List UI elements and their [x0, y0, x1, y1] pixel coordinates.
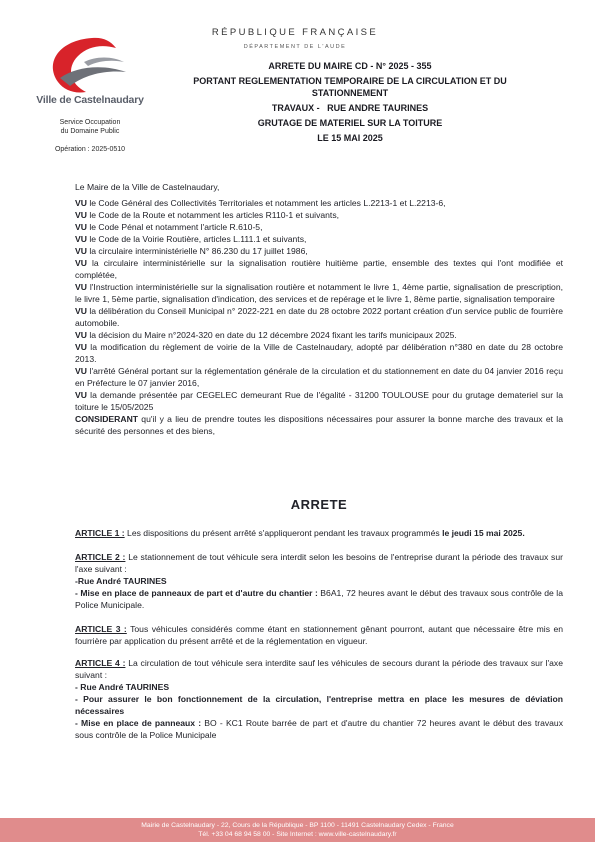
travaux-line: TRAVAUX - RUE ANDRE TAURINES [271, 103, 429, 113]
vu-item [75, 197, 563, 209]
republique-francaise: RÉPUBLIQUE FRANÇAISE [211, 27, 379, 38]
vu-item-text: le Code Général des Collectivités Territoriales et notamment les articles L.2213-1 et L.2213-6, [86, 198, 446, 208]
vu-item-lead: VU [75, 366, 87, 376]
vu-item-text: la circulaire interministérielle sur la signalisation routière huitième partie, ensemble des textes qui l'ont modifiée et complétée, [75, 258, 563, 280]
vu-item-lead: VU [75, 198, 87, 208]
article-2-text: Le stationnement de tout véhicule sera interdit selon les besoins de l'entreprise durant la période des travaux sur l'axe suivant : [75, 552, 563, 574]
vu-list [75, 197, 563, 437]
town-name: Ville de Castelnaudary [36, 94, 144, 106]
article-1-date: le jeudi 15 mai 2025. [442, 528, 525, 538]
arrete-number: ARRETE DU MAIRE CD - N° 2025 - 355 [268, 61, 432, 71]
vu-item-text: qu'il y a lieu de prendre toutes les dispositions nécessaires pour assurer la bonne marche des travaux et la sécurité des personnes et des biens, [75, 414, 563, 436]
service-line-2: du Domaine Public [60, 128, 120, 135]
article-2-street: -Rue André TAURINES [75, 576, 167, 586]
service-line-1: Service Occupation [59, 119, 121, 126]
vu-item [75, 413, 563, 437]
grutage-line: GRUTAGE DE MATERIEL SUR LA TOITURE [257, 118, 443, 128]
article-4-panels-text: BO - KC1 Route barrée de part et d'autre du chantier 72 heures avant le début des travaux sous contrôle de la Police Municipale [75, 718, 563, 740]
vu-item [75, 365, 563, 389]
article-4-text: La circulation de tout véhicule sera interdite sauf les véhicules de secours durant la période des travaux sur l'axe suivant : [75, 658, 563, 680]
articles [75, 527, 563, 741]
vu-item-lead: VU [75, 330, 87, 340]
vu-item-text: le Code de la Route et notamment les articles R110-1 et suivants, [86, 210, 340, 220]
vu-item [75, 341, 563, 365]
vu-item-lead: CONSIDERANT [75, 414, 139, 424]
article-1-text: Les dispositions du présent arrêté s'appliqueront pendant les travaux programmés [124, 528, 443, 538]
article-3 [75, 623, 563, 647]
vu-item [75, 209, 563, 221]
article-4-panels-lead: - Mise en place de panneaux : [75, 718, 202, 728]
vu-item-lead: VU [75, 246, 87, 256]
article-1 [75, 527, 563, 539]
departement-label: DÉPARTEMENT DE L'AUDE [243, 44, 347, 50]
subject-line-2: STATIONNEMENT [311, 88, 389, 98]
vu-item-text: l'arrêté Général portant sur la réglementation générale de la circulation et du stationnement en date du 04 janvier 2016 reçu en Préfecture le 07 janvier 2016, [75, 366, 563, 388]
footer-address: Mairie de Castelnaudary - 22, Cours de la République - BP 1100 - 11491 Castelnaudary Cedex - France [141, 822, 454, 829]
operation-number: Opération : 2025-0510 [54, 146, 126, 153]
vu-item [75, 257, 563, 281]
vu-item-text: la délibération du Conseil Municipal n° 2022-221 en date du 28 octobre 2022 portant création d'un service public de fourrière automobile. [75, 306, 563, 328]
article-2-panels [75, 587, 563, 611]
footer-contact: Tél. +33 04 68 94 58 00 - Site Internet : www.ville-castelnaudary.fr [198, 831, 397, 838]
vu-item-text: la modification du règlement de voirie de la Ville de Castelnaudary, adopté par délibération n°380 en date du 28 octobre 2013. [75, 342, 563, 364]
vu-item [75, 389, 563, 413]
vu-item [75, 305, 563, 329]
article-4-measures: - Pour assurer le bon fonctionnement de la circulation, l'entreprise mettra en place les mesures de déviation nécessaires [75, 694, 563, 716]
logo-gray-arc [84, 58, 124, 67]
vu-item [75, 329, 563, 341]
vu-item-lead: VU [75, 390, 87, 400]
article-4-panels [75, 717, 563, 741]
article-4-street: - Rue André TAURINES [75, 682, 170, 692]
article-2-panels-text: B6A1, 72 heures avant le début des travaux sous contrôle de la Police Municipale. [75, 588, 563, 610]
article-3-text: Tous véhicules considérés comme étant en stationnement gênant pourront, autant que nécessaire être mis en fourrière par application du présent arrêté et de la réglementation en vigueur. [75, 624, 564, 646]
vu-item-text: la décision du Maire n°2024-320 en date du 12 décembre 2024 fixant les tarifs municipaux 2025. [86, 330, 457, 340]
article-2-panels-lead: - Mise en place de panneaux de part et d'autre du chantier : [75, 588, 318, 598]
vu-item-lead: VU [75, 210, 87, 220]
article-1-label: ARTICLE 1 : [75, 528, 125, 538]
vu-item-lead: VU [75, 342, 87, 352]
article-4-label: ARTICLE 4 : [75, 658, 126, 668]
vu-item-text: le Code Pénal et notamment l'article R.610-5, [86, 222, 263, 232]
article-4 [75, 657, 563, 681]
vu-item [75, 221, 563, 233]
vu-item-lead: VU [75, 282, 87, 292]
decree-date: LE 15 MAI 2025 [317, 133, 383, 143]
vu-item [75, 233, 563, 245]
service-label [30, 118, 150, 136]
logo-red-swoosh [53, 38, 116, 93]
vu-item-text: la circulaire interministérielle N° 86.230 du 17 juillet 1986, [86, 246, 308, 256]
vu-item [75, 245, 563, 257]
vu-item-lead: VU [75, 234, 87, 244]
preamble-intro: Le Maire de la Ville de Castelnaudary, [75, 182, 220, 192]
vu-item-text: le Code de la Voirie Routière, articles L.111.1 et suivants, [86, 234, 307, 244]
preamble [75, 181, 563, 437]
vu-item-lead: VU [75, 306, 87, 316]
vu-item [75, 281, 563, 305]
town-logo [30, 32, 150, 102]
vu-item-text: l'Instruction interministérielle sur la signalisation routière et notamment le livre 1, 4ème partie, signalisation de prescription, le livre 1, 5ème partie, signalisation d'indication, des services et de repérage et le livre 1, 8ème partie, signalisation temporaire [75, 282, 563, 304]
vu-item-lead: VU [75, 222, 87, 232]
vu-item-text: la demande présentée par CEGELEC demeurant Rue de l'égalité - 31200 TOULOUSE pour du grutage demateriel sur la toiture le 15/05/2025 [75, 390, 563, 412]
page-footer [0, 818, 595, 842]
vu-item-lead: VU [75, 258, 87, 268]
arrete-title: ARRETE [290, 497, 348, 512]
decree-header [150, 60, 550, 144]
article-2 [75, 551, 563, 575]
article-2-label: ARTICLE 2 : [75, 552, 126, 562]
subject-line-1: PORTANT REGLEMENTATION TEMPORAIRE DE LA CIRCULATION ET DU [193, 76, 507, 86]
article-3-label: ARTICLE 3 : [75, 624, 127, 634]
